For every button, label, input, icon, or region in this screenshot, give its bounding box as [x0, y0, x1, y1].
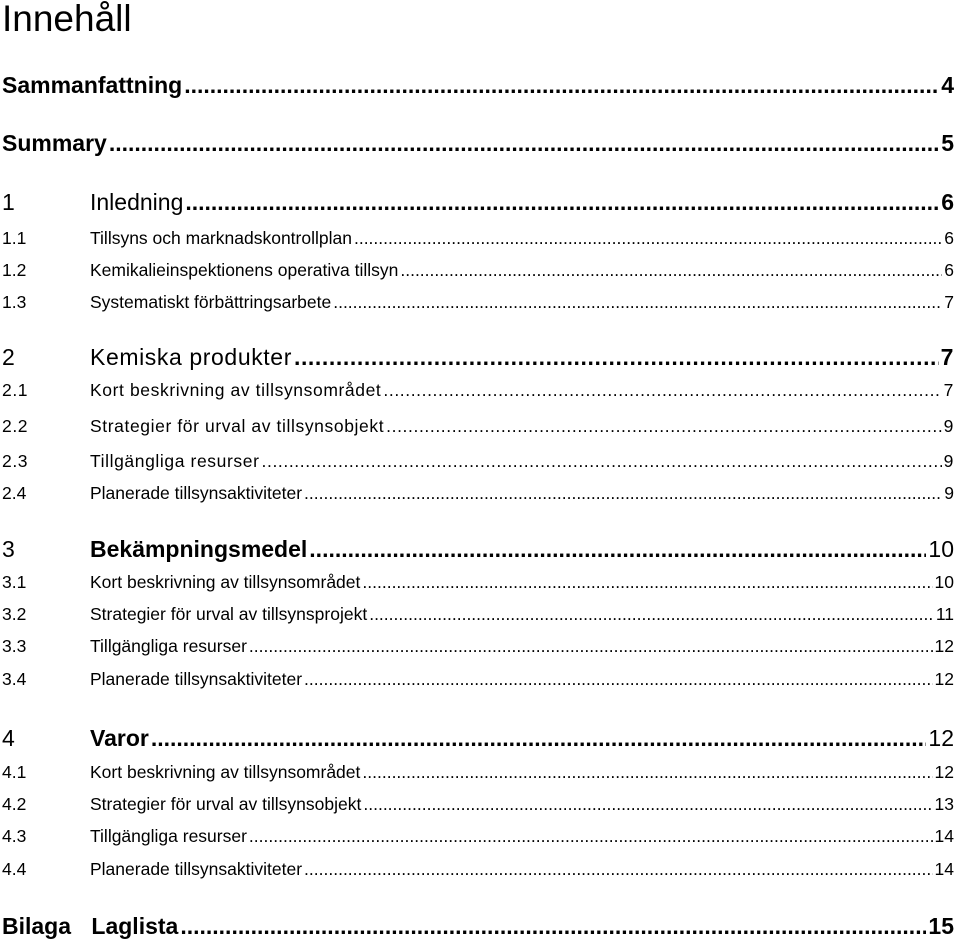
toc-dot-leader: [294, 342, 939, 372]
toc-entry-page: 14: [934, 826, 954, 846]
toc-entry-1-2[interactable]: [2, 258, 954, 282]
toc-entry-number: 2.4: [2, 483, 27, 503]
toc-entry-section-4[interactable]: [2, 723, 954, 753]
toc-entry-label: Kort beskrivning av tillsynsområdet: [90, 380, 382, 400]
toc-entry-1-1[interactable]: [2, 226, 954, 250]
toc-entry-2-4[interactable]: [2, 481, 954, 505]
toc-entry-3-3[interactable]: [2, 634, 954, 658]
toc-entry-2-1[interactable]: [2, 378, 954, 402]
toc-entry-page: 10: [934, 572, 954, 592]
toc-entry-number: 4.1: [2, 762, 27, 782]
toc-entry-2-3[interactable]: [2, 449, 954, 473]
toc-entry-label: Planerade tillsynsaktiviteter: [90, 669, 303, 689]
toc-entry-number: 1.3: [2, 292, 27, 312]
toc-entry-page: 12: [934, 636, 954, 656]
toc-entry-page: 15: [928, 913, 954, 939]
toc-entry-page: 13: [934, 794, 954, 814]
toc-entry-number: 2: [2, 344, 16, 370]
toc-entry-label: Inledning: [90, 189, 184, 215]
toc-dot-leader: [304, 481, 942, 505]
toc-entry-sammanfattning[interactable]: [2, 70, 954, 100]
toc-entry-number: 4.2: [2, 794, 27, 814]
page-title: Innehåll: [2, 0, 132, 39]
toc-entry-4-4[interactable]: [2, 857, 954, 881]
toc-entry-number: 3: [2, 536, 15, 562]
toc-entry-number: 2.1: [2, 380, 29, 400]
toc-entry-number: 3.4: [2, 669, 27, 689]
toc-entry-4-2[interactable]: [2, 792, 954, 816]
toc-entry-number: 2.2: [2, 416, 29, 436]
toc-dot-leader: [151, 723, 927, 753]
toc-entry-page: 12: [928, 725, 954, 751]
toc-entry-label: Planerade tillsynsaktiviteter: [90, 483, 303, 503]
toc-entry-page: 5: [941, 130, 954, 156]
toc-entry-number: 4.4: [2, 859, 27, 879]
toc-entry-label: Tillsyns och marknadskontrollplan: [90, 228, 352, 248]
toc-dot-leader: [383, 378, 941, 402]
toc-dot-leader: [354, 226, 942, 250]
toc-entry-2-2[interactable]: [2, 414, 954, 438]
toc-entry-label: Bilaga Laglista: [2, 913, 179, 939]
toc-dot-leader: [185, 187, 939, 217]
toc-dot-leader: [309, 534, 926, 564]
toc-entry-label: Tillgängliga resurser: [90, 636, 247, 656]
toc-entry-number: 1.1: [2, 228, 27, 248]
toc-dot-leader: [180, 911, 926, 941]
toc-entry-1-3[interactable]: [2, 290, 954, 314]
toc-dot-leader: [362, 760, 932, 784]
toc-entry-page: 10: [928, 536, 954, 562]
toc-dot-leader: [304, 667, 932, 691]
toc-dot-leader: [109, 128, 939, 158]
toc-entry-3-2[interactable]: [2, 602, 954, 626]
toc-entry-page: 9: [943, 416, 954, 436]
toc-entry-label: Sammanfattning: [2, 72, 183, 98]
toc-entry-number: 3.1: [2, 572, 27, 592]
toc-dot-leader: [362, 570, 932, 594]
toc-entry-page: 7: [944, 292, 954, 312]
toc-entry-section-3[interactable]: [2, 534, 954, 564]
toc-entry-page: 11: [935, 604, 954, 624]
toc-entry-page: 9: [943, 451, 954, 471]
toc-dot-leader: [363, 792, 932, 816]
toc-dot-leader: [386, 414, 941, 438]
toc-entry-page: 9: [944, 483, 954, 503]
toc-entry-label: Systematiskt förbättringsarbete: [90, 292, 332, 312]
toc-entry-page: 12: [934, 762, 954, 782]
toc-entry-3-4[interactable]: [2, 667, 954, 691]
toc-entry-number: 1.2: [2, 260, 27, 280]
toc-entry-label: Kemikalieinspektionens operativa tillsyn: [90, 260, 399, 280]
toc-entry-label: Bekämpningsmedel: [90, 536, 308, 562]
toc-entry-section-1[interactable]: [2, 187, 954, 217]
toc-dot-leader: [333, 290, 942, 314]
toc-entry-label: Kemiska produkter: [90, 344, 292, 370]
toc-entry-number: 1: [2, 189, 15, 215]
toc-entry-number: 2.3: [2, 451, 29, 471]
toc-entry-page: 6: [941, 189, 954, 215]
toc-entry-label: Summary: [2, 130, 107, 156]
toc-dot-leader: [184, 70, 939, 100]
toc-dot-leader: [400, 258, 942, 282]
toc-entry-label: Strategier för urval av tillsynsprojekt: [90, 604, 368, 624]
toc-entry-summary[interactable]: [2, 128, 954, 158]
toc-entry-number: 4: [2, 725, 15, 751]
toc-entry-page: 6: [944, 228, 954, 248]
toc-entry-label: Strategier för urval av tillsynsobjekt: [90, 416, 385, 436]
toc-entry-page: 7: [943, 380, 954, 400]
toc-dot-leader: [249, 824, 933, 848]
toc-dot-leader: [249, 634, 933, 658]
toc-entry-number: 4.3: [2, 826, 27, 846]
toc-entry-3-1[interactable]: [2, 570, 954, 594]
toc-entry-section-2[interactable]: [2, 342, 954, 372]
toc-entry-label: Tillgängliga resurser: [90, 451, 260, 471]
toc-entry-label: Planerade tillsynsaktiviteter: [90, 859, 303, 879]
toc-entry-label: Strategier för urval av tillsynsobjekt: [90, 794, 362, 814]
toc-entry-4-3[interactable]: [2, 824, 954, 848]
toc-entry-page: 6: [944, 260, 954, 280]
toc-entry-number: 3.3: [2, 636, 27, 656]
toc-entry-label: Tillgängliga resurser: [90, 826, 247, 846]
toc-entry-page: 4: [941, 72, 954, 98]
toc-entry-label: Varor: [90, 725, 149, 751]
toc-entry-page: 12: [934, 669, 954, 689]
toc-entry-label: Kort beskrivning av tillsynsområdet: [90, 572, 361, 592]
toc-entry-page: 14: [934, 859, 954, 879]
toc-entry-4-1[interactable]: [2, 760, 954, 784]
toc-entry-bilaga-laglista[interactable]: [2, 911, 954, 941]
toc-dot-leader: [262, 449, 942, 473]
toc-entry-number: 3.2: [2, 604, 27, 624]
toc-dot-leader: [369, 602, 934, 626]
toc-entry-page: 7: [940, 344, 954, 370]
toc-entry-label: Kort beskrivning av tillsynsområdet: [90, 762, 361, 782]
toc-dot-leader: [304, 857, 932, 881]
